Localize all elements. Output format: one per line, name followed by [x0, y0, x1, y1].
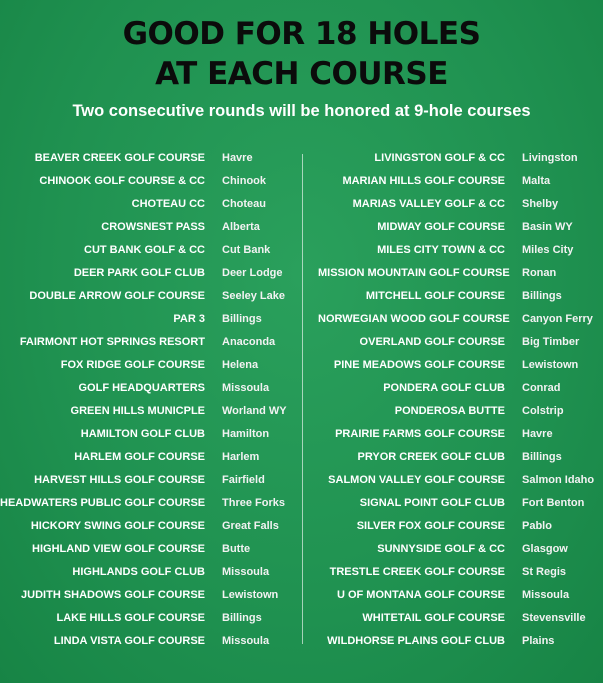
course-town: St Regis	[522, 565, 567, 578]
course-name: BEAVER CREEK GOLF COURSE	[34, 151, 205, 164]
course-name: CUT BANK GOLF & CC	[84, 243, 205, 256]
course-name: MITCHELL GOLF COURSE	[365, 289, 505, 302]
course-town: Billings	[522, 450, 562, 463]
course-town: Ronan	[522, 266, 557, 279]
course-name: MARIAS VALLEY GOLF & CC	[352, 197, 505, 210]
course-row	[318, 307, 602, 330]
course-name: PONDERA GOLF CLUB	[383, 381, 505, 394]
course-row	[0, 422, 302, 445]
course-row	[0, 399, 302, 422]
course-town: Billings	[222, 312, 262, 325]
course-row	[318, 514, 602, 537]
course-row	[318, 261, 602, 284]
course-row	[0, 215, 302, 238]
course-row	[318, 399, 602, 422]
course-name: GOLF HEADQUARTERS	[78, 381, 205, 394]
course-town: Butte	[222, 542, 251, 555]
course-town: Alberta	[222, 220, 260, 233]
course-row	[0, 353, 302, 376]
course-name: MIDWAY GOLF COURSE	[377, 220, 505, 233]
course-name: HICKORY SWING GOLF COURSE	[30, 519, 205, 532]
course-row	[0, 445, 302, 468]
course-town: Deer Lodge	[222, 266, 283, 279]
course-town: Harlem	[222, 450, 260, 463]
course-town: Fort Benton	[522, 496, 585, 509]
course-row	[318, 468, 602, 491]
course-town: Stevensville	[522, 611, 586, 624]
course-town: Cut Bank	[222, 243, 271, 256]
course-name: LIVINGSTON GOLF & CC	[374, 151, 505, 164]
course-row	[0, 376, 302, 399]
course-name: WHITETAIL GOLF COURSE	[362, 611, 505, 624]
course-row	[0, 330, 302, 353]
course-town: Colstrip	[522, 404, 564, 417]
course-town: Pablo	[522, 519, 552, 532]
course-name: SUNNYSIDE GOLF & CC	[377, 542, 505, 555]
course-town: Billings	[522, 289, 562, 302]
right-course-list	[318, 146, 602, 652]
course-name: PAR 3	[173, 312, 205, 325]
course-name: MARIAN HILLS GOLF COURSE	[342, 174, 505, 187]
course-name: HARLEM GOLF COURSE	[74, 450, 205, 463]
course-town: Havre	[522, 427, 553, 440]
course-name: HIGHLANDS GOLF CLUB	[72, 565, 205, 578]
course-town: Canyon Ferry	[522, 312, 593, 325]
course-town: Conrad	[522, 381, 561, 394]
course-name: NORWEGIAN WOOD GOLF COURSE	[318, 312, 510, 325]
course-town: Choteau	[222, 197, 266, 210]
course-name: CHOTEAU CC	[131, 197, 205, 210]
course-town: Worland WY	[222, 404, 287, 417]
course-town: Miles City	[522, 243, 574, 256]
course-row	[318, 169, 602, 192]
course-town: Great Falls	[222, 519, 279, 532]
course-row	[318, 583, 602, 606]
course-row	[0, 583, 302, 606]
course-town: Hamilton	[222, 427, 270, 440]
course-town: Salmon Idaho	[522, 473, 595, 486]
course-name: DEER PARK GOLF CLUB	[73, 266, 205, 279]
course-name: PONDEROSA BUTTE	[394, 404, 505, 417]
course-row	[318, 606, 602, 629]
course-name: U OF MONTANA GOLF COURSE	[336, 588, 505, 601]
course-row	[318, 445, 602, 468]
course-name: LAKE HILLS GOLF COURSE	[56, 611, 205, 624]
course-town: Fairfield	[222, 473, 265, 486]
course-row	[0, 560, 302, 583]
subtitle: Two consecutive rounds will be honored at 9-hole courses	[72, 102, 531, 120]
course-row	[318, 146, 602, 169]
course-town: Malta	[522, 174, 551, 187]
column-divider	[302, 154, 303, 644]
course-name: FOX RIDGE GOLF COURSE	[60, 358, 205, 371]
course-name: HIGHLAND VIEW GOLF COURSE	[32, 542, 205, 555]
course-name: HARVEST HILLS GOLF COURSE	[34, 473, 205, 486]
course-row	[318, 330, 602, 353]
course-row	[0, 169, 302, 192]
course-row	[0, 238, 302, 261]
course-town: Big Timber	[522, 335, 580, 348]
course-town: Missoula	[222, 634, 270, 647]
course-row	[318, 192, 602, 215]
course-row	[318, 353, 602, 376]
course-row	[0, 192, 302, 215]
course-name: PRYOR CREEK GOLF CLUB	[357, 450, 505, 463]
course-row	[318, 537, 602, 560]
course-name: MILES CITY TOWN & CC	[377, 243, 505, 256]
course-town: Livingston	[522, 151, 578, 164]
title-line-1: GOOD FOR 18 HOLES	[122, 16, 481, 52]
course-name: HAMILTON GOLF CLUB	[80, 427, 205, 440]
course-town: Missoula	[222, 381, 270, 394]
course-town: Lewistown	[522, 358, 579, 371]
course-town: Lewistown	[222, 588, 279, 601]
course-row	[318, 629, 602, 652]
course-row	[318, 238, 602, 261]
course-name: SALMON VALLEY GOLF COURSE	[328, 473, 505, 486]
course-row	[0, 606, 302, 629]
course-row	[0, 146, 302, 169]
course-town: Seeley Lake	[222, 289, 285, 302]
course-town: Anaconda	[222, 335, 276, 348]
course-name: HEADWATERS PUBLIC GOLF COURSE	[0, 496, 206, 509]
left-course-list	[0, 146, 302, 652]
course-town: Glasgow	[522, 542, 568, 555]
course-town: Helena	[222, 358, 259, 371]
course-name: CHINOOK GOLF COURSE & CC	[39, 174, 205, 187]
course-name: CROWSNEST PASS	[101, 220, 205, 233]
title-line-2: AT EACH COURSE	[155, 56, 448, 92]
course-town: Havre	[222, 151, 253, 164]
course-name: JUDITH SHADOWS GOLF COURSE	[21, 588, 205, 601]
course-name: FAIRMONT HOT SPRINGS RESORT	[19, 335, 205, 348]
course-row	[318, 422, 602, 445]
course-name: WILDHORSE PLAINS GOLF CLUB	[327, 634, 505, 647]
course-row	[318, 376, 602, 399]
course-town: Billings	[222, 611, 262, 624]
course-town: Shelby	[522, 197, 559, 210]
course-name: SIGNAL POINT GOLF CLUB	[359, 496, 505, 509]
course-town: Missoula	[222, 565, 270, 578]
course-row	[0, 491, 302, 514]
course-row	[0, 537, 302, 560]
course-row	[0, 514, 302, 537]
course-row	[0, 261, 302, 284]
course-row	[318, 491, 602, 514]
course-row	[0, 468, 302, 491]
course-name: LINDA VISTA GOLF COURSE	[53, 634, 205, 647]
course-name: TRESTLE CREEK GOLF COURSE	[329, 565, 505, 578]
course-name: DOUBLE ARROW GOLF COURSE	[29, 289, 205, 302]
course-town: Missoula	[522, 588, 570, 601]
course-name: OVERLAND GOLF COURSE	[359, 335, 505, 348]
course-row	[0, 284, 302, 307]
course-town: Three Forks	[222, 496, 285, 509]
course-row	[0, 307, 302, 330]
course-row	[318, 215, 602, 238]
course-name: PINE MEADOWS GOLF COURSE	[333, 358, 505, 371]
course-town: Chinook	[222, 174, 266, 187]
course-town: Basin WY	[522, 220, 573, 233]
header	[0, 14, 603, 121]
course-name: MISSION MOUNTAIN GOLF COURSE	[318, 266, 510, 279]
course-row	[318, 284, 602, 307]
course-town: Plains	[522, 634, 555, 647]
course-name: PRAIRIE FARMS GOLF COURSE	[335, 427, 505, 440]
course-name: GREEN HILLS MUNICPLE	[70, 404, 205, 417]
course-row	[318, 560, 602, 583]
course-row	[0, 629, 302, 652]
course-name: SILVER FOX GOLF COURSE	[356, 519, 505, 532]
